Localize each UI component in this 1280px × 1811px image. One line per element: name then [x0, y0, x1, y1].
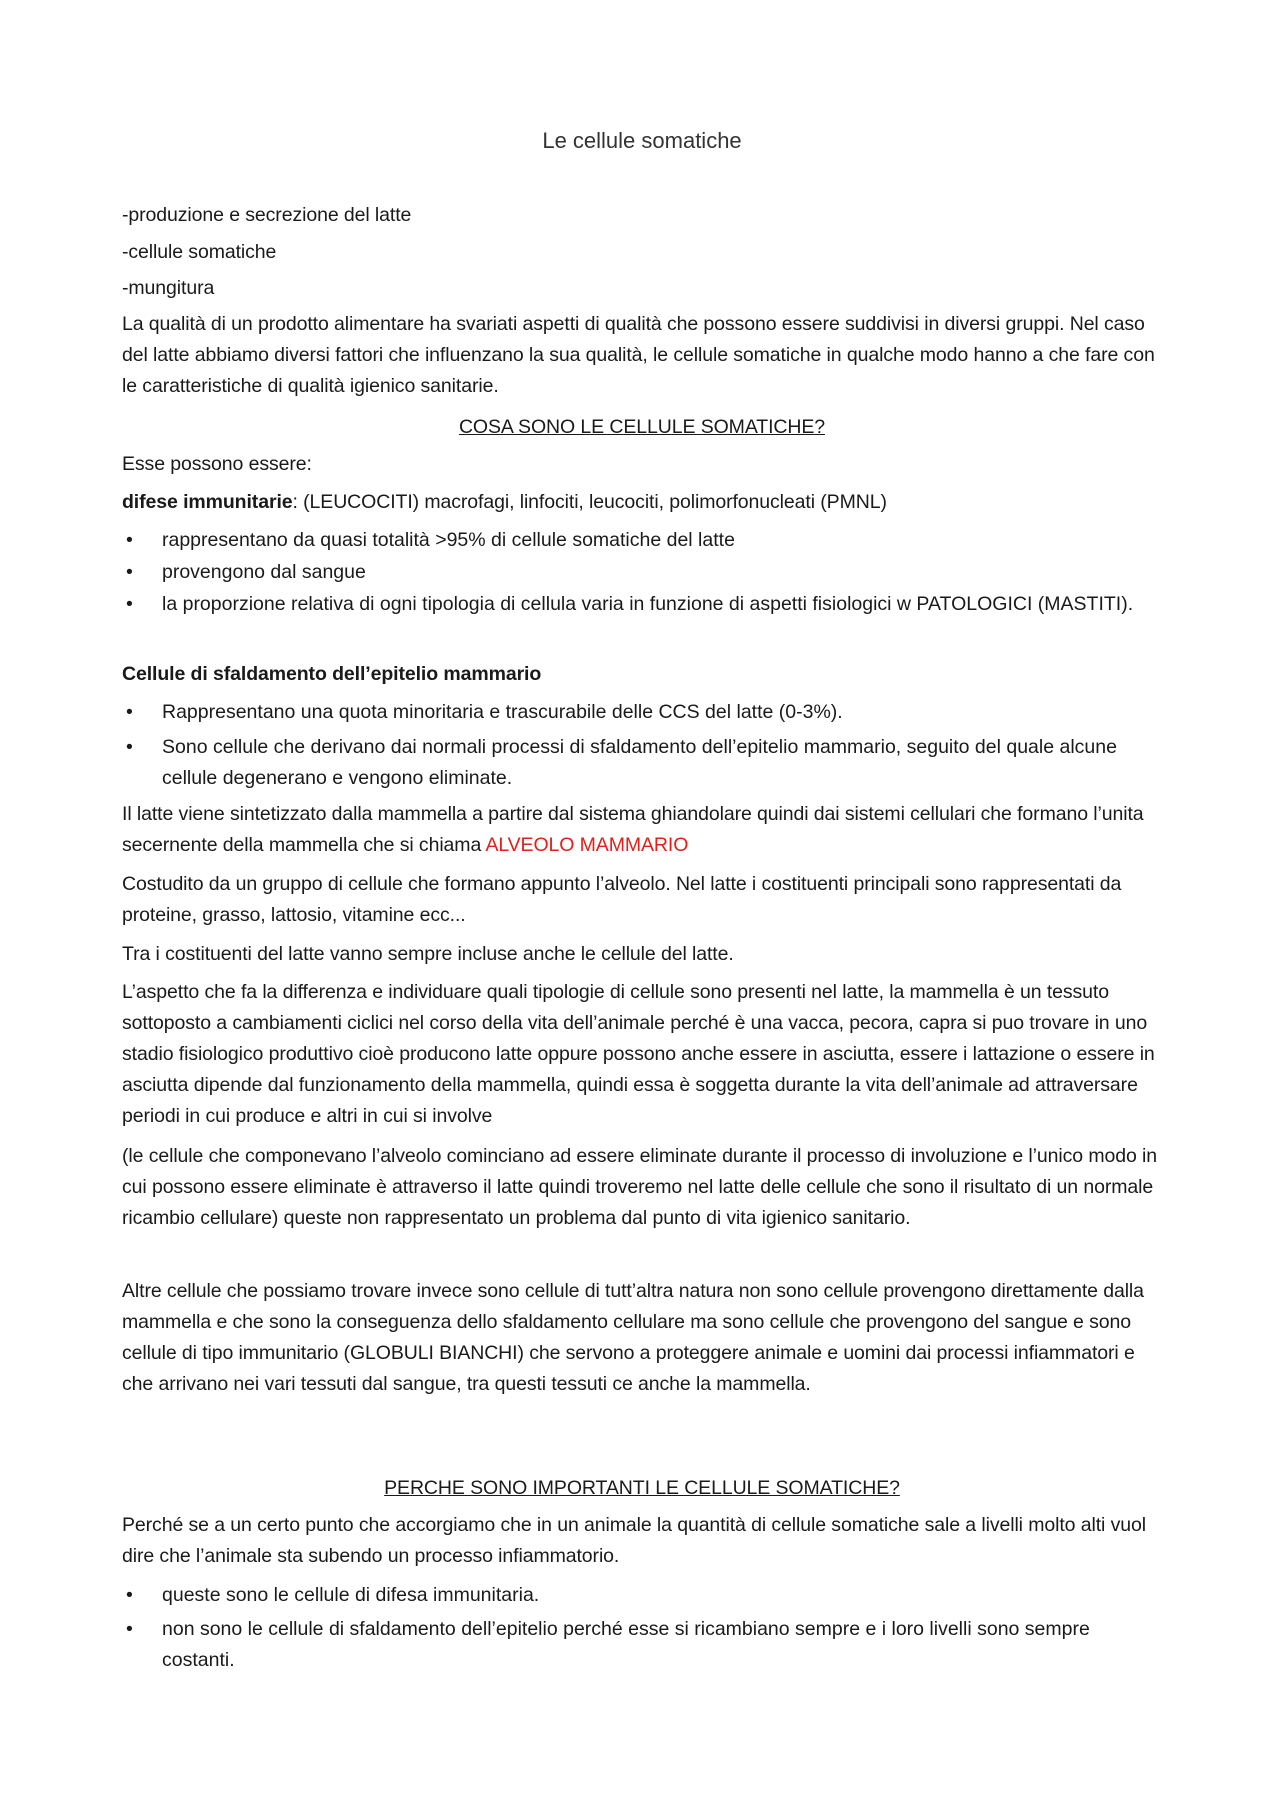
heading-why-important — [122, 1473, 1162, 1504]
paragraph-altre: Altre cellule che possiamo trovare invece sono cellule di tutt’altra natura non sono cellule provengono direttamente dalla mammella e che sono la conseguenza dello sfaldamento cellulare ma sono cellule che provengono del sangue e sono cellule di tipo immunitario (GLOBULI BIANCHI) che servono a proteggere animale e uomini dai processi infiammatori e che arrivano nei vari tessuti dal sangue, tra questi tessuti ce anche la mammella. — [122, 1280, 1144, 1395]
bullet-icon: • — [126, 593, 133, 615]
list-item — [122, 589, 1162, 620]
paragraph-perche: Perché se a un certo punto che accorgiamo che in un animale la quantità di cellule somatiche sale a livelli molto alti vuol dire che l’animale sta subendo un processo infiammatorio. — [122, 1514, 1146, 1567]
difese-line — [122, 487, 1162, 518]
paragraph-quality: La qualità di un prodotto alimentare ha svariati aspetti di qualità che possono essere suddivisi in diversi gruppi. Nel caso del latte abbiamo diversi fattori che influenzano la sua qualità, le cellule somatiche in qualche modo hanno a che fare con le caratteristiche di qualità igienico sanitarie. — [122, 313, 1155, 397]
bullet-text: Sono cellule che derivano dai normali processi di sfaldamento dell’epitelio mammario, seguito del quale alcune cellule degenerano e vengono eliminate. — [162, 736, 1117, 789]
bullet-text: rappresentano da quasi totalità >95% di cellule somatiche del latte — [162, 529, 735, 551]
esse-possono: Esse possono essere: — [122, 453, 312, 475]
heading-why-important-text: PERCHE SONO IMPORTANTI LE CELLULE SOMATICHE? — [384, 1477, 900, 1499]
bullet-icon: • — [126, 1618, 133, 1640]
bullet-text: provengono dal sangue — [162, 561, 366, 583]
list-item — [122, 732, 1162, 794]
paragraph-latte-sintetizzato — [122, 799, 1162, 861]
bullet-icon: • — [126, 701, 133, 723]
bullet-icon: • — [126, 1584, 133, 1606]
latte-sint-text: Il latte viene sintetizzato dalla mammella a partire dal sistema ghiandolare quindi dai sistemi cellulari che formano l’unita secernente della mammella che si chiama — [122, 803, 1144, 856]
paragraph-aspetto: L’aspetto che fa la differenza e individuare quali tipologie di cellule sono presenti nel latte, la mammella è un tessuto sottoposto a cambiamenti ciclici nel corso della vita dell’animale perché è una vacca, pecora, capra si puo trovare in uno stadio fisiologico produttivo cioè producono latte oppure possono anche essere in asciutta, essere i lattazione o essere in asciutta dipende dal funzionamento della mammella, quindi essa è soggetta durante la vita dell’animale ad attraversare periodi in cui produce e altri in cui si involve — [122, 981, 1155, 1127]
list-item — [122, 525, 1162, 556]
list-item — [122, 697, 1162, 728]
difese-text: : (LEUCOCITI) macrofagi, linfociti, leucociti, polimorfonucleati (PMNL) — [292, 491, 887, 513]
alveolo-highlight: ALVEOLO MAMMARIO — [485, 834, 689, 856]
paragraph-cellule-alveolo: (le cellule che componevano l’alveolo cominciano ad essere eliminate durante il processo di involuzione e l’unico modo in cui possono essere eliminate è attraverso il latte quindi troveremo nel latte delle cellule che sono il risultato di un normale ricambio cellulare) queste non rappresentato un problema dal punto di vita igienico sanitario. — [122, 1145, 1157, 1229]
intro-item: -produzione e secrezione del latte — [122, 204, 412, 226]
heading-what-are-text: COSA SONO LE CELLULE SOMATICHE? — [458, 416, 826, 438]
paragraph-tra: Tra i costituenti del latte vanno sempre incluse anche le cellule del latte. — [122, 943, 734, 965]
list-item — [122, 557, 1162, 588]
bullet-icon: • — [126, 736, 133, 758]
page-title: Le cellule somatiche — [542, 128, 742, 153]
list-item — [122, 1580, 1162, 1611]
bullet-icon: • — [126, 529, 133, 551]
list-item — [122, 1614, 1162, 1676]
bullet-text: queste sono le cellule di difesa immunitaria. — [162, 1584, 540, 1606]
bullet-text: Rappresentano una quota minoritaria e trascurabile delle CCS del latte (0-3%). — [162, 701, 843, 723]
bullet-text: la proporzione relativa di ogni tipologia di cellula varia in funzione di aspetti fisiologici w PATOLOGICI (MASTITI). — [162, 593, 1134, 615]
intro-item: -mungitura — [122, 277, 215, 299]
heading-what-are — [122, 412, 1162, 443]
difese-label: difese immunitarie — [122, 491, 293, 513]
intro-item: -cellule somatiche — [122, 241, 277, 263]
sfaldamento-heading: Cellule di sfaldamento dell’epitelio mammario — [122, 663, 542, 685]
bullet-text: non sono le cellule di sfaldamento dell’epitelio perché esse si ricambiano sempre e i loro livelli sono sempre costanti. — [162, 1618, 1090, 1671]
paragraph-costudito: Costudito da un gruppo di cellule che formano appunto l’alveolo. Nel latte i costituenti principali sono rappresentati da proteine, grasso, lattosio, vitamine ecc... — [122, 873, 1122, 926]
bullet-icon: • — [126, 561, 133, 583]
